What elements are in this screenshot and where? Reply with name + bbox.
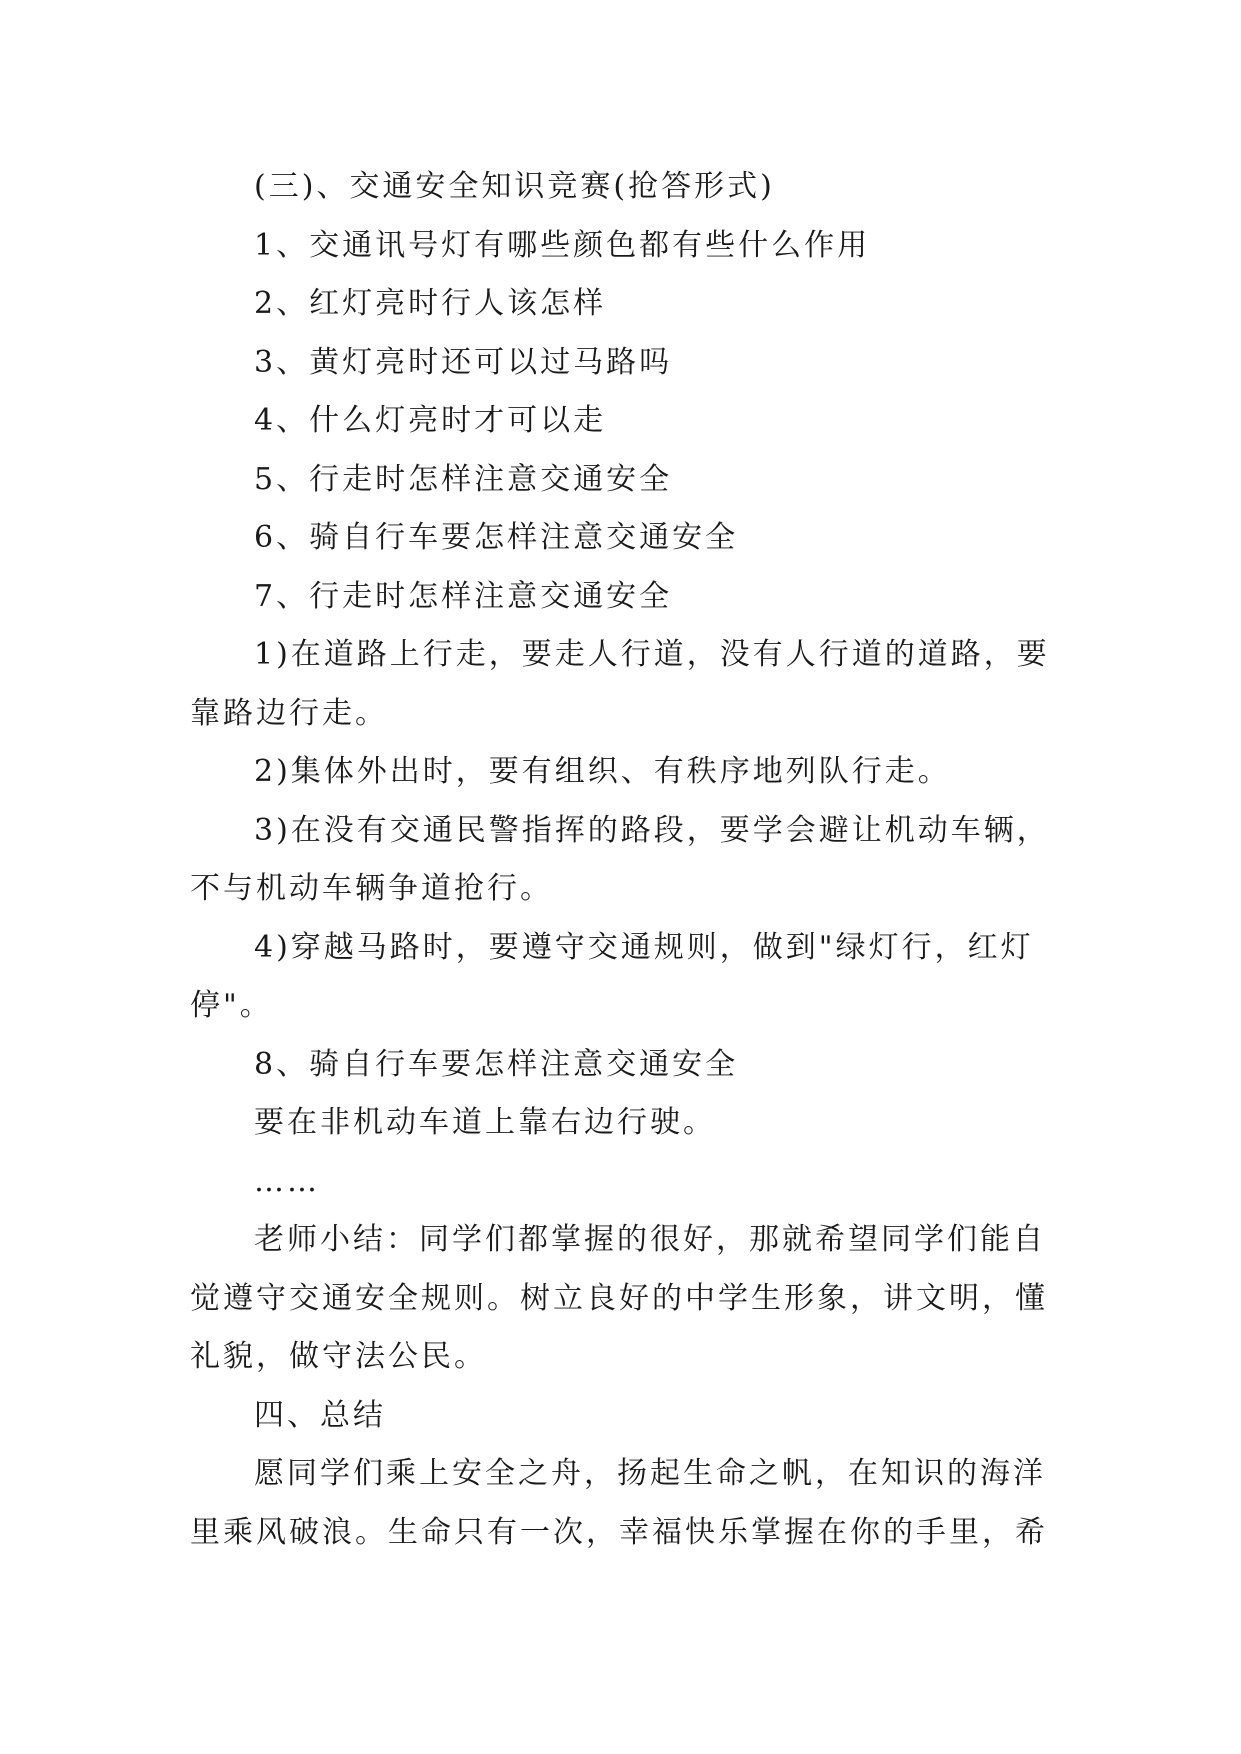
answer-item-1: 1)在道路上行走，要走人行道，没有人行道的道路，要靠路边行走。	[190, 637, 1050, 731]
closing-paragraph: 愿同学们乘上安全之舟，扬起生命之帆，在知识的海洋里乘风破浪。生命只有一次，幸福快乐掌握在你的手里，希	[190, 1456, 1048, 1550]
quiz-question-3: 3、黄灯亮时还可以过马路吗	[254, 344, 673, 380]
quiz-question-6: 6、骑自行车要怎样注意交通安全	[254, 520, 739, 555]
teacher-summary: 老师小结：同学们都掌握的很好，那就希望同学们能自觉遵守交通安全规则。树立良好的中学生形象，讲文明，懂礼貌，做守法公民。	[190, 1222, 1048, 1374]
quiz-question-8: 8、骑自行车要怎样注意交通安全	[254, 1046, 739, 1082]
quiz-question-1: 1、交通讯号灯有哪些颜色都有些什么作用	[254, 227, 871, 263]
section-heading-summary: 四、总结	[254, 1397, 386, 1433]
answer-item-4: 4)穿越马路时，要遵守交通规则，做到"绿灯行，红灯停"。	[190, 929, 1034, 1023]
document-body	[190, 158, 1070, 1562]
quiz-question-7: 7、行走时怎样注意交通安全	[254, 578, 673, 614]
quiz-question-5: 5、行走时怎样注意交通安全	[254, 461, 673, 497]
answer-item-2: 2)集体外出时，要有组织、有秩序地列队行走。	[254, 754, 951, 789]
answer-item-3: 3)在没有交通民警指挥的路段，要学会避让机动车辆，不与机动车辆争道抢行。	[190, 812, 1050, 906]
quiz-question-4: 4、什么灯亮时才可以走	[254, 403, 607, 438]
quiz-question-2: 2、红灯亮时行人该怎样	[254, 286, 607, 321]
answer-question-8: 要在非机动车道上靠右边行驶。	[254, 1105, 716, 1140]
section-heading-quiz: (三)、交通安全知识竞赛(抢答形式)	[254, 169, 775, 204]
ellipsis: ……	[254, 1163, 320, 1199]
